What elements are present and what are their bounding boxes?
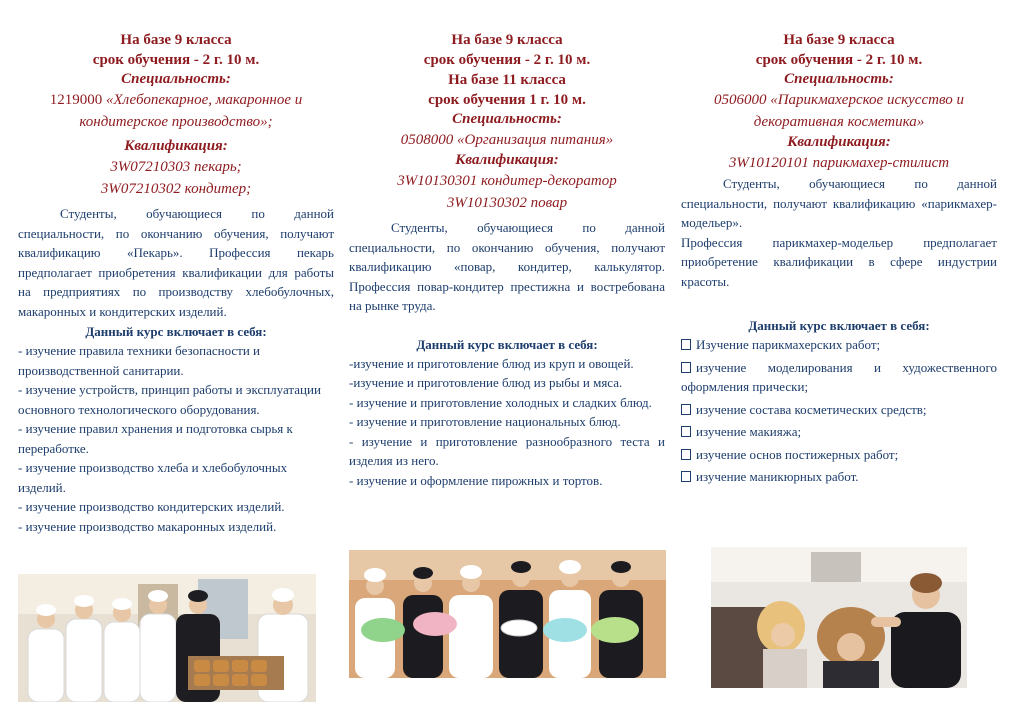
checkbox-icon	[681, 404, 691, 415]
list-item: - изучение устройств, принцип работы и эксплуатации основного технологического оборудования.	[18, 382, 321, 417]
study-duration-2: срок обучения 1 г. 10 м.	[428, 92, 586, 108]
column-cook	[349, 30, 665, 490]
list-item: - изучение и оформление пирожных и тортов.	[349, 472, 603, 488]
base-grade-heading: На базе 9 класса	[120, 32, 232, 48]
study-duration: срок обучения - 2 г. 10 м.	[755, 52, 923, 68]
specialty-code: 1219000	[49, 92, 103, 108]
study-duration: срок обучения - 2 г. 10 м.	[423, 52, 591, 68]
qualification-1: 3W10120101 парикмахер-стилист	[728, 155, 950, 171]
checkbox-icon	[681, 362, 691, 373]
qualification-2: 3W10130302 повар	[446, 195, 568, 211]
qualification-1: 3W07210303 пекарь;	[110, 159, 242, 175]
list-item: изучение состава косметических средств;	[681, 400, 997, 420]
list-item: изучение макияжа;	[681, 422, 997, 442]
list-item: - изучение и приготовление национальных блюд.	[349, 414, 621, 429]
description: Студенты, обучающиеся по данной специальности, получают квалификацию «парикмахер-модельер».	[681, 176, 997, 230]
description-2: Профессия парикмахер-модельер предполагает приобретение квалификации в сфере индустрии красоты.	[681, 234, 997, 289]
course-list	[349, 354, 665, 491]
specialty-name: 0508000 «Организация питания»	[400, 132, 614, 148]
checkbox-icon	[681, 471, 691, 482]
list-item: - изучение производство хлеба и хлебобулочных изделий.	[18, 460, 288, 495]
list-item: изучение маникюрных работ.	[681, 467, 997, 487]
specialty-name-line-1: 0506000 «Парикмахерское искусство и	[713, 92, 965, 108]
description: Студенты, обучающиеся по данной специальности, по окончанию обучения, получают квалификацию «Пекарь». Профессия пекарь предполагает приобретения квалификации для работы на предприятиях по производству хлебобулочных, макаронных и кондитерских изделий.	[18, 206, 334, 319]
description: Студенты, обучающиеся по данной специальности, по окончанию обучения, получают квалификацию «повар, кондитер, калькулятор. Профессия повар-кондитер престижна и востребована на рынке труда.	[349, 220, 665, 313]
base-grade-heading: На базе 9 класса	[451, 32, 563, 48]
checkbox-icon	[681, 449, 691, 460]
qualification-label: Квалификация:	[455, 152, 559, 168]
specialty-name-line-2: декоративная косметика»	[753, 114, 925, 130]
list-item: - изучение производство макаронных изделий.	[18, 518, 277, 534]
base-grade-heading: На базе 9 класса	[783, 32, 895, 48]
base-grade-heading-2: На базе 11 класса	[448, 72, 566, 88]
study-duration: срок обучения - 2 г. 10 м.	[92, 52, 260, 68]
qualification-2: 3W07210302 кондитер;	[100, 181, 252, 197]
checkbox-icon	[681, 339, 691, 350]
specialty-label: Специальность:	[452, 111, 562, 127]
bakers-photo	[18, 574, 316, 702]
course-list	[681, 335, 997, 487]
checkbox-icon	[681, 426, 691, 437]
qualification-label: Квалификация:	[787, 134, 891, 150]
course-heading: Данный курс включает в себя:	[85, 324, 267, 339]
specialty-name-line-1: «Хлебопекарное, макаронное и	[105, 92, 303, 108]
specialty-name	[681, 89, 997, 133]
qualification-1: 3W10130301 кондитер-декоратор	[397, 173, 617, 189]
specialty-label: Специальность:	[121, 71, 231, 87]
list-item: изучение моделирования и художественного оформления прически;	[681, 359, 997, 394]
course-heading: Данный курс включает в себя:	[748, 318, 930, 333]
course-heading: Данный курс включает в себя:	[416, 336, 598, 352]
column-hairdresser	[681, 30, 997, 490]
list-item: -изучение и приготовление блюд из круп и овощей.	[349, 355, 634, 371]
cooks-photo	[349, 550, 666, 678]
list-item: - изучение правила техники безопасности и производственной санитарии.	[18, 343, 261, 378]
specialty-label: Специальность:	[784, 71, 894, 87]
list-item: - изучение правил хранения и подготовка сырья к переработке.	[18, 421, 293, 456]
qualification-label: Квалификация:	[124, 138, 228, 154]
list-item: - изучение и приготовление разнообразного теста и изделия из него.	[349, 433, 665, 468]
list-item: изучение основ постижерных работ;	[681, 445, 997, 465]
hairdressing-photo	[711, 547, 967, 688]
specialty-name	[18, 89, 334, 133]
column-baker	[18, 30, 334, 536]
list-item: Изучение парикмахерских работ;	[681, 335, 997, 355]
specialty-name-line-2: кондитерское производство»;	[79, 114, 273, 130]
course-list	[18, 341, 334, 536]
list-item: - изучение и приготовление холодных и сладких блюд.	[349, 394, 652, 410]
list-item: -изучение и приготовление блюд из рыбы и мяса.	[349, 375, 623, 390]
list-item: - изучение производство кондитерских изделий.	[18, 499, 285, 514]
